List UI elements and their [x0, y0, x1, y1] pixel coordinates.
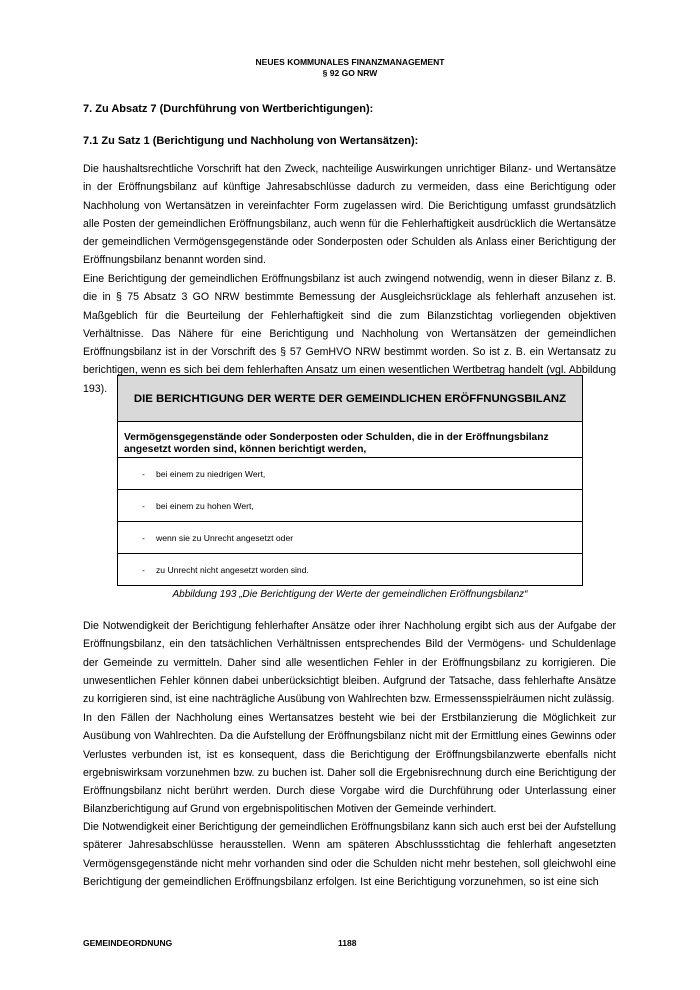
figure-item: [118, 522, 582, 554]
figure-item-text: bei einem zu hohen Wert,: [156, 500, 254, 511]
page-header: [0, 57, 700, 79]
figure-item-text: bei einem zu niedrigen Wert,: [156, 468, 266, 479]
figure-box: [117, 375, 583, 586]
figure-intro: Vermögensgegenstände oder Sonderposten oder Schulden, die in der Eröffnungsbilanz angesetzt worden sind, können berichtigt werden,: [118, 422, 582, 458]
dash-bullet: -: [142, 500, 145, 511]
dash-bullet: -: [142, 468, 145, 479]
dash-bullet: -: [142, 565, 145, 575]
paragraph-3: Die Notwendigkeit der Berichtigung fehlerhafter Ansätze oder ihrer Nachholung ergibt sich aus der Aufgabe der Eröffnungsbilanz, ein den tatsächlichen Verhältnissen entsprechendes Bild der Vermögens- und Schuldenlage der Gemeinde zu vermitteln. Daher sind alle wesentlichen Fehler in der Eröffnungsbilanz zu korrigieren. Die unwesentlichen Fehler können dabei unberücksichtigt bleiben. Aufgrund der Tatsache, dass fehlerhafte Ansätze zu korrigieren sind, ist eine nachträgliche Ausübung von Wahlrechten bzw. Ermessensspielräumen nicht zulässig.: [83, 620, 616, 706]
paragraph-1: Die haushaltsrechtliche Vorschrift hat den Zweck, nachteilige Auswirkungen unrichtiger Bilanz- und Wertansätze in der Eröffnungsbilanz auf künftige Jahresabschlüsse dadurch zu vermeiden, dass eine Berichtigung oder Nachholung von Wertansätzen in vereinfachter Form zugelassen wird. Die Berichtigung umfasst grundsätzlich alle Posten der gemeindlichen Eröffnungsbilanz, auch wenn für die Fehlerhaftigkeit ausdrücklich die Wertansätze der gemeindlichen Vermögensgegenstände oder Sonderposten oder Schulden als Anlass einer Berichtigung der Eröffnungsbilanz benannt worden sind.: [83, 163, 616, 267]
paragraph-4: In den Fällen der Nachholung eines Wertansatzes besteht wie bei der Erstbilanzierung die Möglichkeit zur Ausübung von Wahlrechten. Da die Aufstellung der Eröffnungsbilanz nicht mit der Ermittlung eines Gewinns oder Verlustes verbunden ist, ist es konsequent, dass die Berichtigung der Eröffnungsbilanzwerte ebenfalls nicht ergebniswirksam vorzunehmen bzw. zu buchen ist. Daher soll die Ergebnisrechnung durch eine Berichtigung der Eröffnungsbilanz nicht berührt werden. Durch diese Vorgabe wird die Durchführung oder Unterlassung einer Bilanzberichtigung auf Grund von ergebnispolitischen Motiven der Gemeinde verhindert.: [83, 712, 616, 816]
header-section: § 92 GO NRW: [322, 68, 378, 78]
figure-title: DIE BERICHTIGUNG DER WERTE DER GEMEINDLICHEN ERÖFFNUNGSBILANZ: [118, 376, 582, 422]
figure-item: [118, 458, 582, 490]
figure-caption: Abbildung 193 „Die Berichtigung der Werte der gemeindlichen Eröffnungsbilanz“: [172, 589, 528, 600]
page-number: 1188: [338, 938, 357, 948]
dash-bullet: -: [142, 532, 145, 543]
paragraph-2: Eine Berichtigung der gemeindlichen Eröffnungsbilanz ist auch zwingend notwendig, wenn in dieser Bilanz z. B. die in § 75 Absatz 3 GO NRW bestimmte Bemessung der Ausgleichsrücklage als fehlerhaft anzusehen ist. Maßgeblich für die Beurteilung der Fehlerhaftigkeit sind die zum Bilanzstichtag vorliegenden objektiven Verhältnisse. Das Nähere für eine Berichtigung und Nachholung von Wertansätzen der gemeindlichen Eröffnungsbilanz ist in der Vorschrift des § 57 GemHVO NRW bestimmt worden. So ist z. B. ein Wertansatz zu berichtigen, wenn es sich bei dem fehlerhaften Ansatz um einen wesentlichen Wertbetrag handelt (vgl. Abbildung 193).: [83, 273, 616, 395]
figure-item-text: zu Unrecht nicht angesetzt worden sind.: [156, 565, 309, 575]
paragraph-5: Die Notwendigkeit einer Berichtigung der gemeindlichen Eröffnungsbilanz kann sich auch erst bei der Aufstellung späterer Jahresabschlüsse herausstellen. Wenn am späteren Abschlussstichtag die fehlerhaft angesetzten Vermögensgegenstände nicht mehr vorhanden sind oder die Schulden nicht mehr bestehen, soll gleichwohl eine Berichtigung der gemeindlichen Eröffnungsbilanz erfolgen. Ist eine Berichtigung vorzunehmen, so ist eine sich: [83, 821, 616, 888]
footer-left: GEMEINDEORDNUNG: [83, 938, 173, 948]
figure-item: [118, 554, 582, 586]
subsection-heading: 7.1 Zu Satz 1 (Berichtigung und Nachholung von Wertansätzen):: [83, 135, 419, 147]
figure-item-text: wenn sie zu Unrecht angesetzt oder: [156, 532, 294, 543]
header-title: NEUES KOMMUNALES FINANZMANAGEMENT: [255, 57, 445, 67]
section-heading: 7. Zu Absatz 7 (Durchführung von Wertberichtigungen):: [83, 103, 374, 115]
figure-item: [118, 490, 582, 522]
